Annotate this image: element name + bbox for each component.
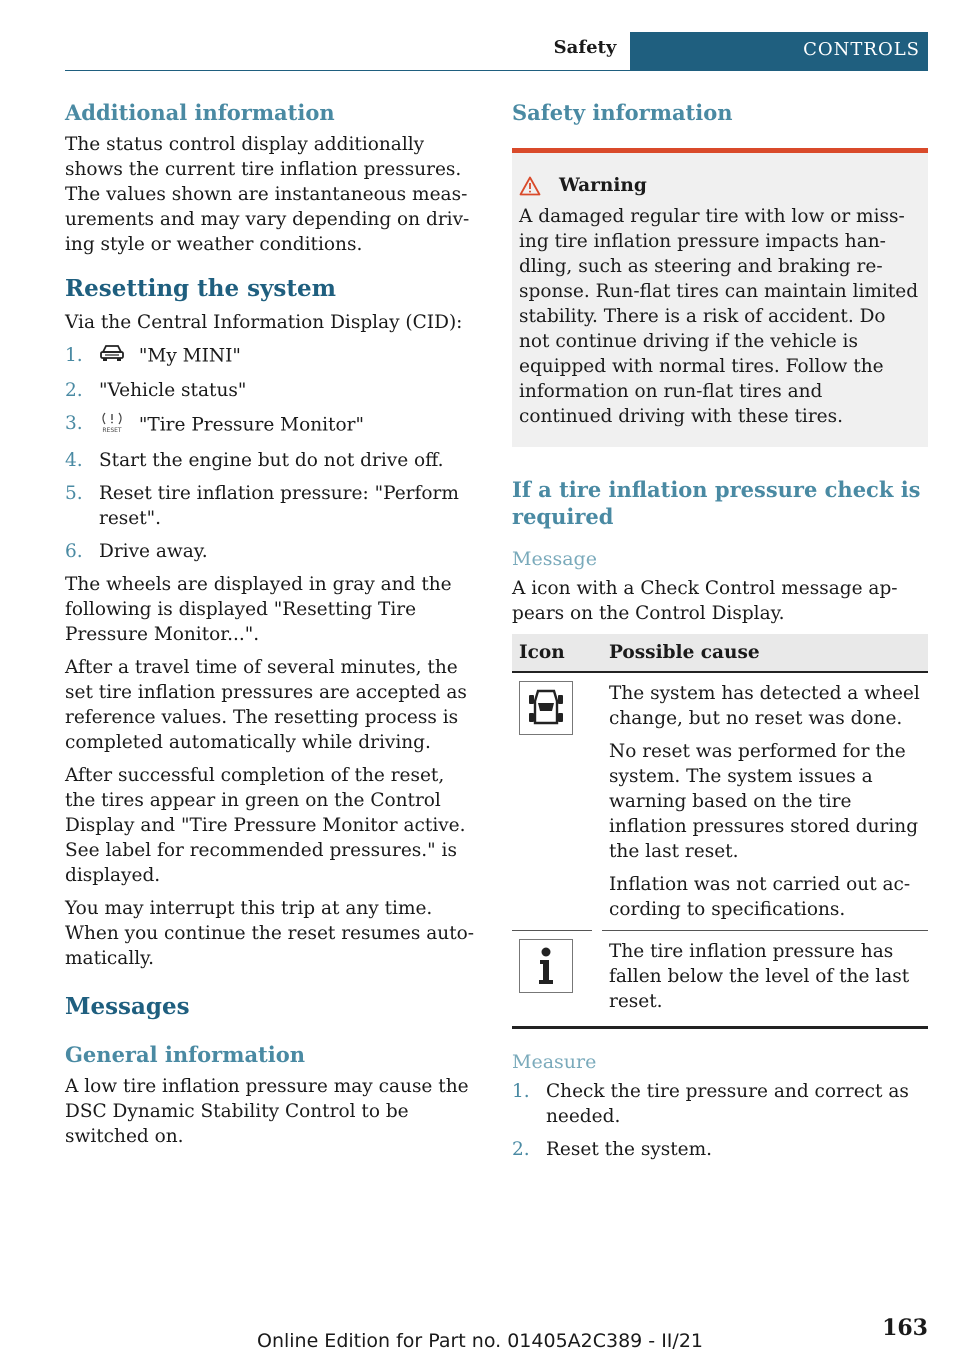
header-chapter: CONTROLS <box>630 32 928 70</box>
warning-triangle-icon <box>519 176 541 196</box>
tire-reset-icon <box>99 411 125 440</box>
check-required-heading: If a tire inflation pressure check is required <box>512 477 921 529</box>
right-column <box>512 100 928 1170</box>
cause-text: No reset was performed for the system. The system issues a warning based on the tire inflation pressures stored during the last reset. <box>609 740 919 862</box>
resetting-paragraph-1: The wheels are displayed in gray and the following is displayed "Resetting Tire Pressure Monitor...". <box>65 574 452 645</box>
cause-text: The tire inflation pressure has fallen below the level of the last reset. <box>609 940 910 1012</box>
svg-text:RESET: RESET <box>102 427 122 433</box>
messages-heading: Messages <box>65 993 190 1020</box>
resetting-heading: Resetting the system <box>65 275 336 303</box>
car-icon <box>99 343 125 370</box>
measure-heading: Measure <box>512 1050 597 1073</box>
list-item: 3. RESET "Tire Pressure Monitor" <box>65 411 480 440</box>
list-item: 2. Reset the system. <box>512 1138 713 1160</box>
header-section: Safety <box>553 37 617 58</box>
page-number: 163 <box>882 1315 928 1341</box>
list-item: 2. "Vehicle status" <box>65 380 247 401</box>
table-row <box>512 930 928 1027</box>
resetting-paragraph-4: You may interrupt this trip at any time. When you continue the reset resumes automatically. <box>65 898 475 969</box>
cause-text: Inflation was not carried out according to specifications. <box>609 873 911 920</box>
warning-box <box>512 148 928 447</box>
resetting-intro: Via the Central Information Display (CID): <box>65 312 463 333</box>
table-row <box>512 672 928 931</box>
measure-steps <box>512 1079 928 1162</box>
additional-info-text: The status control display additionally shows the current tire inflation pressures. The values shown are instantaneous measurements and may vary depending on driving style or weather conditions. <box>65 134 470 256</box>
header-rule <box>65 70 928 71</box>
left-column <box>65 100 480 1157</box>
message-text: A icon with a Check Control message appears on the Control Display. <box>512 577 898 624</box>
tire-pressure-car-icon <box>519 681 573 735</box>
warning-text: A damaged regular tire with low or missing tire inflation pressure impacts handling, such as steering and braking response. Run-flat tires can maintain limited stability. There is a risk of accident. Do not continue driving if the vehicle is equipped with normal tires. Follow the information on run-flat tires and continued driving with these tires. <box>519 206 919 428</box>
col-cause-header: Possible cause <box>602 634 928 672</box>
safety-info-heading: Safety information <box>512 100 733 125</box>
footer-edition: Online Edition for Part no. 01405A2C389 - II/21 <box>256 1330 703 1352</box>
list-item: 5. Reset tire inflation pressure: "Perform reset". <box>65 483 459 529</box>
additional-info-heading: Additional information <box>65 100 335 125</box>
list-item: 1. Check the tire pressure and correct as needed. <box>512 1080 909 1127</box>
general-info-heading: General information <box>65 1041 306 1067</box>
list-item: 4. Start the engine but do not drive off. <box>65 450 444 471</box>
col-icon-header: Icon <box>512 634 592 672</box>
message-heading: Message <box>512 547 597 570</box>
message-table <box>512 634 928 1029</box>
resetting-steps <box>65 343 480 564</box>
general-info-text: A low tire inflation pressure may cause the DSC Dynamic Stability Control to be switched on. <box>65 1076 469 1147</box>
resetting-paragraph-3: After successful completion of the reset, the tires appear in green on the Control Display and "Tire Pressure Monitor active. See label for recommended pressures." is displayed. <box>65 765 466 886</box>
list-item: 1. "My MINI" <box>65 343 480 370</box>
list-item: 6. Drive away. <box>65 541 208 562</box>
info-icon <box>519 939 573 993</box>
cause-text: The system has detected a wheel change, but no reset was done. <box>609 682 920 729</box>
warning-title: Warning <box>519 175 920 196</box>
resetting-paragraph-2: After a travel time of several minutes, the set tire inflation pressures are accepted as reference values. The resetting process is completed automatically while driving. <box>65 657 467 753</box>
